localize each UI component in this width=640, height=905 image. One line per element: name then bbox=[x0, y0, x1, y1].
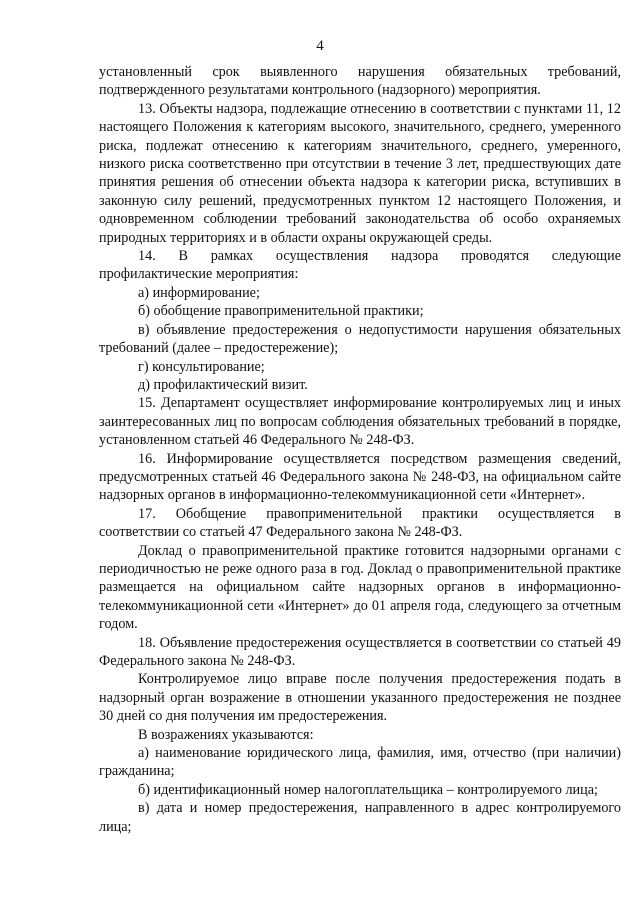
objection-item-v: в) дата и номер предостережения, направленного в адрес контролируемого лица; bbox=[99, 800, 621, 835]
page-number: 4 bbox=[316, 38, 324, 54]
paragraph-continuation: установленный срок выявленного нарушения обязательных требований, подтвержденного результатами контрольного (надзорного) мероприятия. bbox=[99, 64, 621, 99]
list-item-a: а) информирование; bbox=[138, 284, 260, 301]
paragraph-18: 18. Объявление предостережения осуществляется в соответствии со статьей 49 Федерального закона № 248-ФЗ. bbox=[99, 634, 621, 669]
objection-item-a: а) наименование юридического лица, фамилия, имя, отчество (при наличии) гражданина; bbox=[99, 745, 621, 780]
list-item-d: д) профилактический визит. bbox=[138, 376, 308, 393]
paragraph-17: 17. Обобщение правоприменительной практики осуществляется в соответствии со статьей 47 Федерального закона № 248-ФЗ. bbox=[99, 505, 621, 541]
paragraph-report: Доклад о правоприменительной практике готовится надзорными органами с периодичностью не реже одного раза в год. Доклад о правоприменительной практике размещается на официальном сайте надзорных органов в информационно-телекоммуникационной сети «Интернет» до 01 апреля года, следующего за отчетным годом. bbox=[99, 542, 621, 633]
list-item-b: б) обобщение правоприменительной практики; bbox=[138, 303, 424, 320]
paragraph-16: 16. Информирование осуществляется посредством размещения сведений, предусмотренных статьей 46 Федерального закона № 248-ФЗ, на официальном сайте надзорных органов в информационно-телекоммуникационной сети «Интернет». bbox=[99, 450, 621, 504]
paragraph-14: 14. В рамках осуществления надзора проводятся следующие профилактические мероприятия: bbox=[99, 248, 621, 283]
objection-item-b: б) идентификационный номер налогоплательщика – контролируемого лица; bbox=[138, 781, 598, 798]
paragraph-objection-contents: В возражениях указываются: bbox=[138, 726, 314, 743]
document-body bbox=[99, 63, 621, 836]
list-item-v: в) объявление предостережения о недопустимости нарушения обязательных требований (далее – предостережение); bbox=[99, 321, 621, 357]
list-item-g: г) консультирование; bbox=[138, 358, 265, 375]
paragraph-objection: Контролируемое лицо вправе после получения предостережения подать в надзорный орган возражение в отношении указанного предостережения не позднее 30 дней со дня получения им предостережения. bbox=[99, 671, 621, 725]
paragraph-15: 15. Департамент осуществляет информирование контролируемых лиц и иных заинтересованных лиц по вопросам соблюдения обязательных требований в порядке, установленном статьей 46 Федерального № 248-ФЗ. bbox=[99, 395, 621, 449]
paragraph-13: 13. Объекты надзора, подлежащие отнесению в соответствии с пунктами 11, 12 настоящего Положения к категориям высокого, значительного, среднего, умеренного риска, подлежат отнесению к категориям значительного, среднего, умеренного, низкого риска соответственно при отсутствии в течение 3 лет, предшествующих дате принятия решения об отнесении объекта надзора к категории риска, вступивших в законную силу решений, предусмотренных пунктом 12 настоящего Положения, и одновременном соблюдении требований законодательства об особо охраняемых природных территориях и в области охраны окружающей среды. bbox=[99, 100, 621, 246]
